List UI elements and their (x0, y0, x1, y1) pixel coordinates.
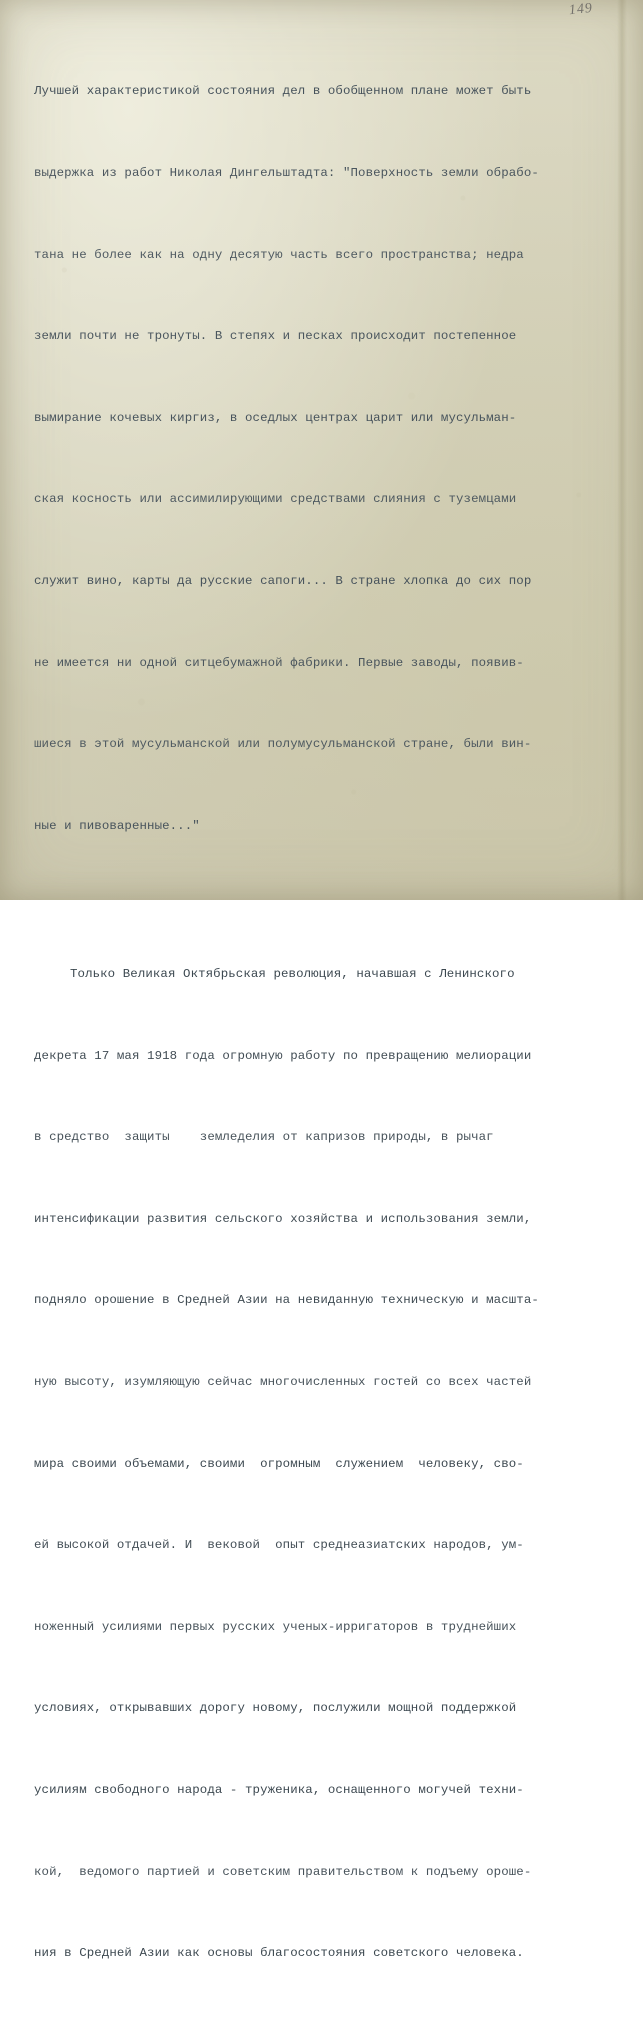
text-line: тана не более как на одну десятую часть всего пространства; недра (34, 247, 524, 262)
text-line: Лучшей характеристикой состояния дел в обобщенном плане может быть (34, 84, 532, 99)
text-line: шиеся в этой мусульманской или полумусульманской стране, были вин- (34, 737, 532, 752)
text-line: ноженный усилиями первых русских ученых-ирригаторов в труднейших (34, 1619, 517, 1634)
text-line: в средство защиты земледелия от капризов природы, в рычаг (34, 1130, 494, 1145)
text-line: ская косность или ассимилирующими средствами слияния с туземцами (34, 492, 517, 507)
handwritten-page-number: 149 (568, 0, 594, 19)
paragraph-2 (34, 907, 622, 2022)
text-line: мира своими объемами, своими огромным служением человеку, сво- (34, 1456, 524, 1471)
typewritten-text-body (34, 24, 622, 2022)
text-line: условиях, открывавших дорогу новому, послужили мощной поддержкой (34, 1701, 517, 1716)
text-line: ей высокой отдачей. И вековой опыт среднеазиатских народов, ум- (34, 1538, 524, 1553)
text-line: ные и пивоваренные..." (34, 818, 200, 833)
text-line: усилиям свободного народа - труженика, оснащенного могучей техни- (34, 1783, 524, 1797)
text-line: интенсификации развития сельского хозяйства и использования земли, (34, 1211, 532, 1226)
text-line: не имеется ни одной ситцебумажной фабрики. Первые заводы, появив- (34, 655, 524, 670)
paragraph-1 (34, 24, 622, 895)
text-line: ную высоту, изумляющую сейчас многочисленных гостей со всех частей (34, 1374, 532, 1389)
text-line: ния в Средней Азии как основы благосостояния советского человека. (34, 1946, 524, 1961)
text-line: земли почти не тронуты. В степях и песках происходит постепенное (34, 329, 517, 344)
text-line: Только Великая Октябрьская революция, начавшая с Ленинского (70, 966, 515, 981)
text-line: подняло орошение в Средней Азии на невиданную техническую и масшта- (34, 1293, 539, 1308)
text-line: служит вино, карты да русские сапоги... В стране хлопка до сих пор (34, 574, 532, 589)
text-line: вымирание кочевых киргиз, в оседлых центрах царит или мусульман- (34, 410, 517, 425)
text-line: выдержка из работ Николая Дингельштадта: "Поверхность земли обрабо- (34, 166, 539, 181)
text-line: декрета 17 мая 1918 года огромную работу по превращению мелиорации (34, 1048, 532, 1063)
text-line: кой, ведомого партией и советским правительством к подъему ороше- (34, 1864, 532, 1879)
